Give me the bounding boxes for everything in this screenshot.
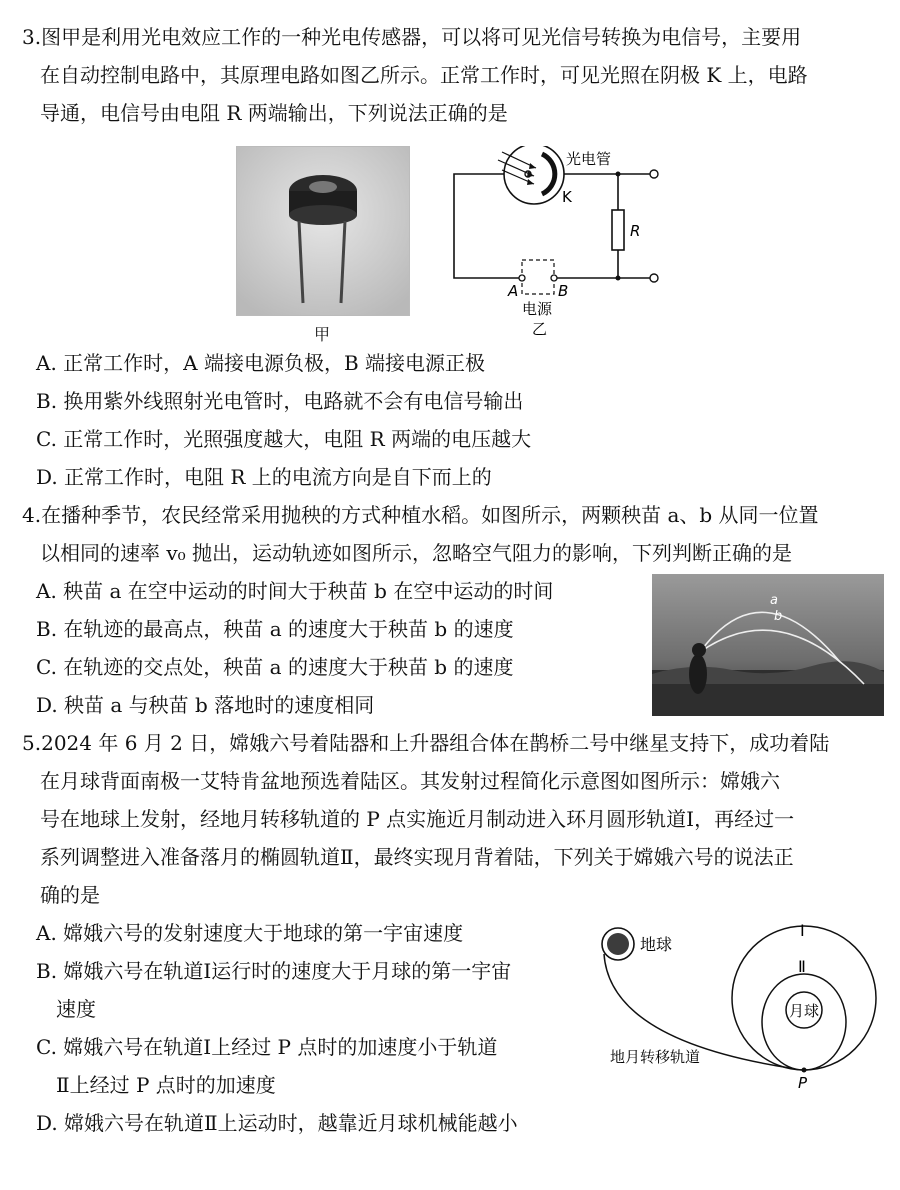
label-power-source: 电源 — [522, 300, 553, 318]
resistor-symbol — [612, 210, 624, 250]
q3-option-c: C. 正常工作时，光照强度越大，电阻 R 两端的电压越大 — [36, 427, 532, 451]
q3-figures — [236, 146, 666, 346]
label-orbit-1: Ⅰ — [800, 921, 805, 940]
q5-stem-line-4: 系列调整进入准备落月的椭圆轨道Ⅱ，最终实现月背着陆，下列关于嫦娥六号的说法正 — [40, 845, 794, 869]
q5-option-b: B. 嫦娥六号在轨道Ⅰ运行时的速度大于月球的第一宇宙 速度 — [36, 959, 512, 1021]
q4-number: 4. — [22, 503, 42, 527]
label-phototube: 光电管 — [566, 150, 612, 168]
q3-stem-line-3: 导通，电信号由电阻 R 两端输出，下列说法正确的是 — [40, 101, 508, 125]
caption-jia: 甲 — [314, 325, 331, 344]
q5-option-d: D. 嫦娥六号在轨道Ⅱ上运动时，越靠近月球机械能越小 — [36, 1111, 518, 1135]
orbit-diagram — [590, 910, 890, 1090]
q3-stem-line-1: 3.图甲是利用光电效应工作的一种光电传感器，可以将可见光信号转换为电信号，主要用 — [22, 25, 802, 49]
q3-number: 3. — [22, 25, 42, 49]
q4-stem-line-1: 4.在播种季节，农民经常采用抛秧的方式种植水稻。如图所示，两颗秧苗 a、b 从同一位置 — [22, 503, 819, 527]
label-b: b — [774, 609, 783, 624]
label-point-p: P — [798, 1074, 808, 1090]
output-terminal-top — [650, 170, 658, 178]
q4-option-a: A. 秧苗 a 在空中运动的时间大于秧苗 b 在空中运动的时间 — [36, 579, 554, 603]
farmer-silhouette — [689, 654, 707, 694]
q4-option-b: B. 在轨迹的最高点，秧苗 a 的速度大于秧苗 b 的速度 — [36, 617, 514, 641]
label-a: a — [770, 593, 778, 608]
label-terminal-a: A — [508, 282, 519, 300]
q3-option-a: A. 正常工作时，A 端接电源负极，B 端接电源正极 — [36, 351, 486, 375]
q3-option-d: D. 正常工作时，电阻 R 上的电流方向是自下而上的 — [36, 465, 492, 489]
q3-stem-line-2: 在自动控制电路中，其原理电路如图乙所示。正常工作时，可见光照在阴极 K 上，电路 — [40, 63, 808, 87]
q4-stem-line-2: 以相同的速率 v₀ 抛出，运动轨迹如图所示，忽略空气阻力的影响，下列判断正确的是 — [40, 541, 793, 565]
photosensor-photo — [236, 146, 410, 316]
q5-option-c: C. 嫦娥六号在轨道Ⅰ上经过 P 点时的加速度小于轨道 Ⅱ上经过 P 点时的加速度 — [36, 1035, 498, 1097]
rice-throwing-photo — [652, 574, 884, 716]
q3-option-b: B. 换用紫外线照射光电管时，电路就不会有电信号输出 — [36, 389, 524, 413]
q5-option-a: A. 嫦娥六号的发射速度大于地球的第一宇宙速度 — [36, 921, 464, 945]
label-resistor: R — [630, 222, 641, 240]
caption-yi: 乙 — [532, 320, 548, 338]
orbit-svg — [590, 910, 890, 1090]
label-transfer-orbit: 地月转移轨道 — [610, 1048, 701, 1066]
label-orbit-2: Ⅱ — [798, 957, 806, 976]
label-terminal-b: B — [558, 282, 569, 300]
q5-stem-line-1: 5.2024 年 6 月 2 日，嫦娥六号着陆器和上升器组合体在鹊桥二号中继星支持下，成功着陆 — [22, 731, 830, 755]
question-3 — [22, 18, 882, 132]
label-cathode: K — [562, 188, 572, 206]
q5-stem-line-5: 确的是 — [40, 883, 100, 907]
q4-option-d: D. 秧苗 a 与秧苗 b 落地时的速度相同 — [36, 693, 375, 717]
label-moon: 月球 — [789, 1002, 820, 1020]
circuit-diagram — [442, 146, 672, 346]
power-source-box — [522, 260, 554, 294]
output-terminal-bottom — [650, 274, 658, 282]
q5-stem-line-2: 在月球背面南极一艾特肯盆地预选着陆区。其发射过程简化示意图如图所示：嫦娥六 — [40, 769, 780, 793]
label-earth: 地球 — [640, 935, 673, 954]
q5-number: 5. — [22, 731, 42, 755]
rice-throwing-image — [652, 574, 884, 716]
photosensor-image — [237, 147, 409, 315]
q5-stem-line-3: 号在地球上发射，经地月转移轨道的 P 点实施近月制动进入环月圆形轨道Ⅰ，再经过一 — [40, 807, 795, 831]
q4-option-c: C. 在轨迹的交点处，秧苗 a 的速度大于秧苗 b 的速度 — [36, 655, 514, 679]
q3-options — [22, 344, 882, 496]
